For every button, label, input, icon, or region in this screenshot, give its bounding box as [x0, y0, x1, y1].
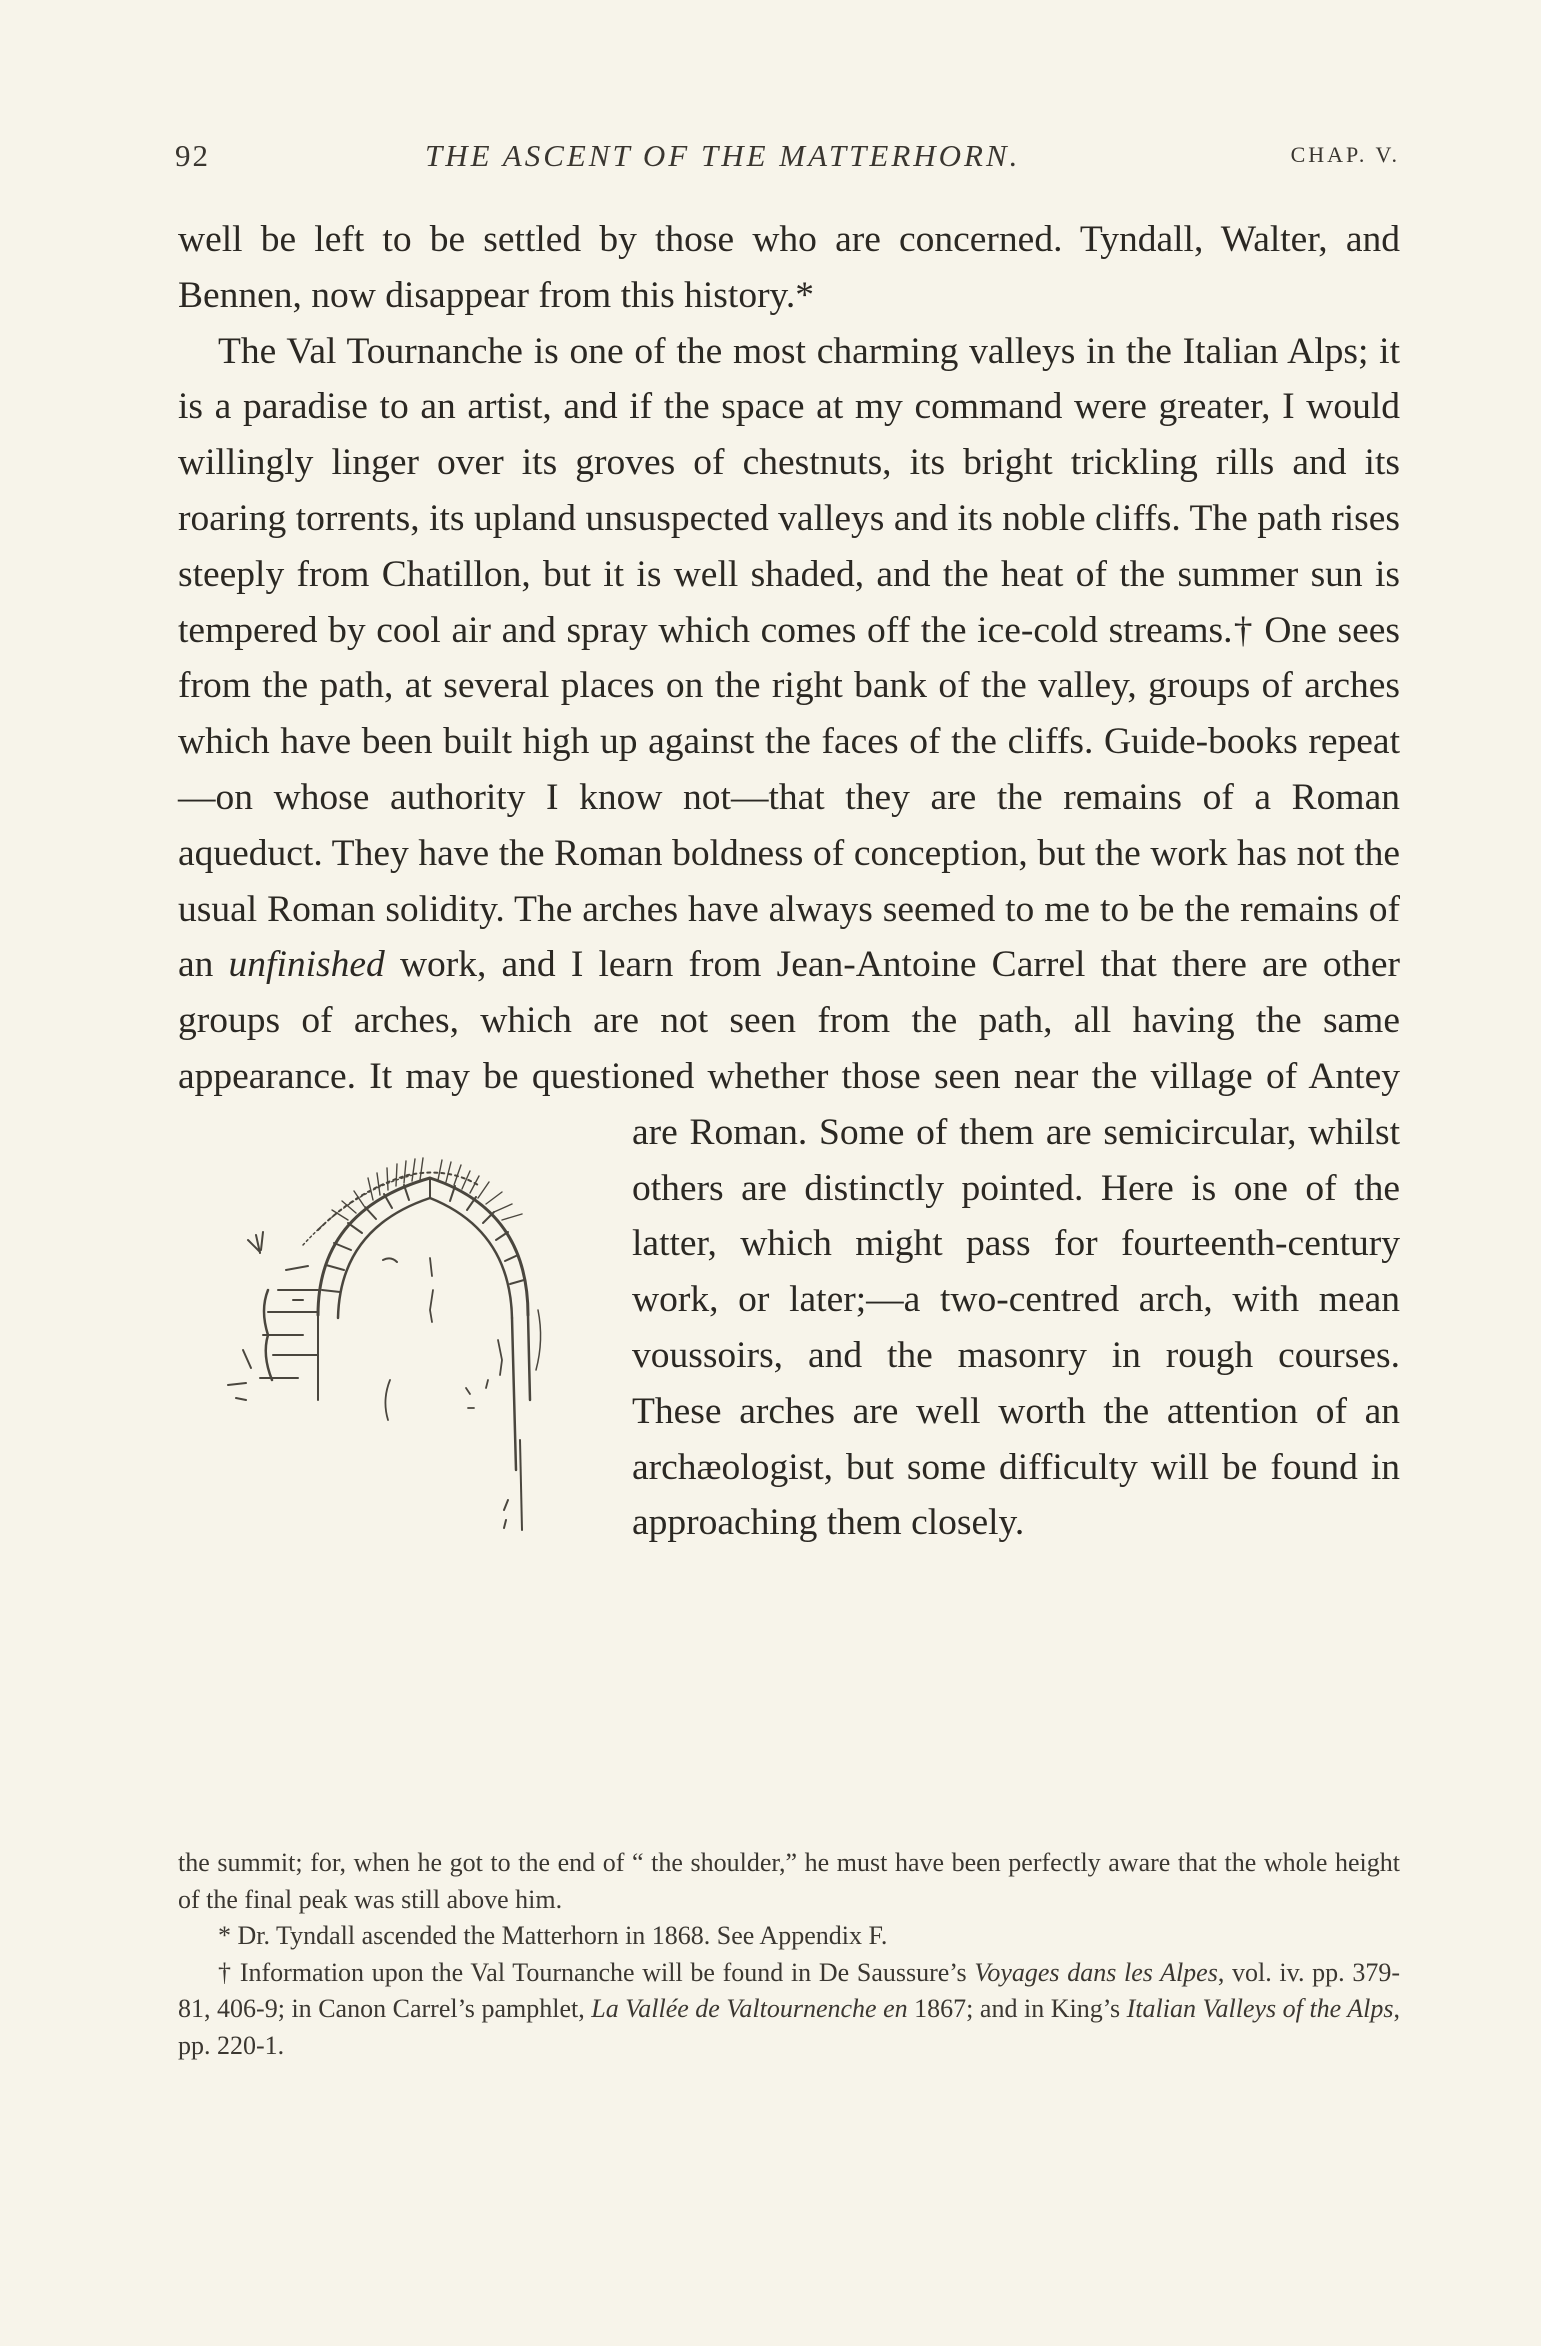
footnote-dagger-part-c: 1867; and in King’s [907, 1994, 1127, 2023]
footnote-star: * Dr. Tyndall ascended the Matterhorn in 1868. See Appendix F. [218, 1921, 888, 1950]
footnote-dagger [178, 1955, 1400, 2065]
chapter-label: CHAP. V. [1290, 142, 1400, 167]
footnotes [178, 1845, 1400, 2064]
footnote-dagger-part-a: † Information upon the Val Tournanche will be found in De Saussure’s [218, 1957, 975, 1987]
pointed-arch-engraving-icon [168, 1140, 608, 1550]
running-header [175, 138, 1400, 178]
paragraph-2-part-a: The Val Tournanche is one of the most charming valleys in the Italian Alps; it is a paradise to an artist, and if the space at my command were greater, I would willingly linger over its groves of chestnuts, its bright trickling rills and its roaring torrents, its upland unsuspected valleys and its noble cliffs. The path rises steeply from Chatillon, but it is well shaded, and the heat of the summer sun is tempered by cool air and spray which comes off the ice-cold streams.† One sees from the path, at several places on the right bank of the valley, groups of arches which have been built high up against the faces of the cliffs. Guide-books repeat—on whose authority I know not—that they are the remains of a Roman aqueduct. They have the Roman boldness of conception, but the work has not the usual Roman solidity. The arches have always seemed to me to be the remains of an [178, 330, 1400, 986]
arch-drawing [168, 1140, 608, 1550]
paragraph-1: well be left to be settled by those who are concerned. Tyndall, Walter, and Bennen, now disappear from this history.* [178, 219, 1400, 316]
footnote-dagger-title-2: La Vallée de Valtournenche en [591, 1994, 908, 2023]
footnote-dagger-part-d: , pp. 220-1. [178, 1994, 1400, 2060]
paragraph-2-part-b-lead: work, and I learn from Jean-Antoine Carrel that there are other groups of arches, which are not seen from the path, all having the same appearance. It may be questioned whether those seen near the village of Antey are Roman. Some of them are semicircular, whilst others are distinctly pointed. Here is one of the latter, which might pass for fourteenth-century work, or later;—a two-centred arch, with mean voussoirs, and the masonry in rough courses. These arches are well worth the attention of an archæologist, but some difficulty will be found in approaching them closely. [178, 944, 1400, 1544]
footnote-dagger-title-3: Italian Valleys of the Alps [1126, 1994, 1394, 2023]
page-number: 92 [175, 138, 210, 173]
footnote-dagger-part-b: , vol. iv. pp. 379-81, 406-9; in Canon Carrel’s pamphlet, [178, 1957, 1400, 2023]
paragraph-2-emphasis: unfinished [228, 944, 385, 986]
running-title: THE ASCENT OF THE MATTERHORN. [425, 138, 1021, 173]
footnote-dagger-title-1: Voyages dans les Alpes [974, 1957, 1218, 1987]
footnote-continuation: the summit; for, when he got to the end of “ the shoulder,” he must have been perfectly aware that the whole height of the final peak was still above him. [178, 1848, 1400, 1914]
